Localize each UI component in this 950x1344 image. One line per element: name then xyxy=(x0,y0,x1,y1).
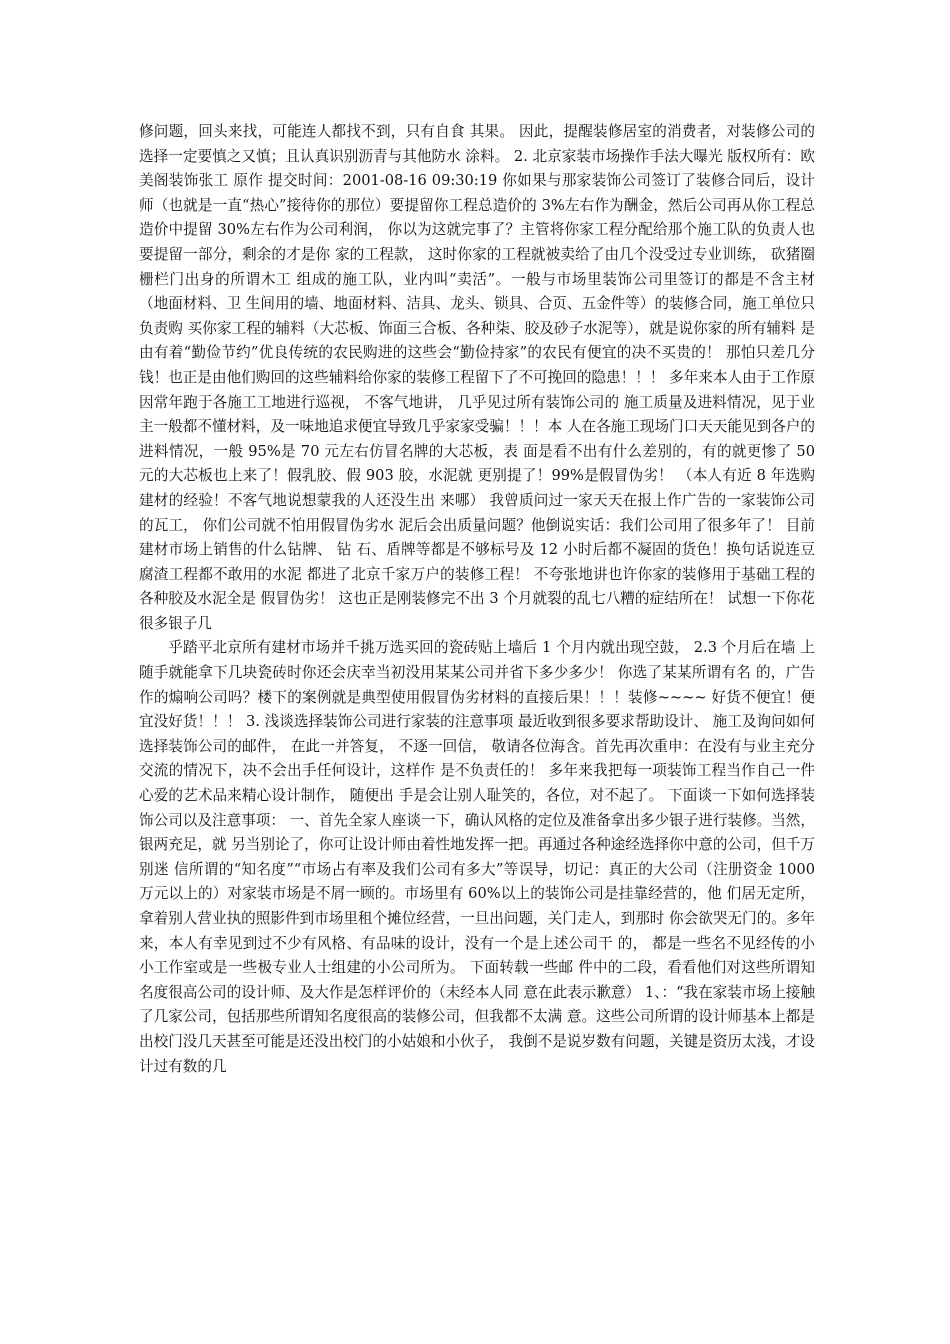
paragraph-1: 修问题，回头来找，可能连人都找不到，只有自食 其果。 因此，提醒装修居室的消费者，对装修公司的选择一定要慎之又慎；且认真识别沥青与其他防水 涂料。 2. 北京家装市场操作手法大曝光 版权所有：欧美阁装饰张工 原作 提交时间：2001-08-16 09:30:19 你如果与那家装饰公司签订了装修合同后，设计师（也就是一直“热心”接待你的那位）要提留你工程总造价的 3%左右作为酬金，然后公司再从你工程总造价中提留 30%左右作为公司利润， 你以为这就完事了？主管将你家工程分配给那个施工队的负责人也要提留一部分，剩余的才是你 家的工程款， 这时你家的工程就被卖给了由几个没受过专业训练， 砍猪圈栅栏门出身的所谓木工 组成的施工队，业内叫“卖活”。一般与市场里装饰公司里签订的都是不含主材（地面材料、卫 生间用的墙、地面材料、洁具、龙头、锁具、合页、五金件等）的装修合同，施工单位只负责购 买你家工程的辅料（大芯板、饰面三合板、各种柒、胶及砂子水泥等），就是说你家的所有辅料 是由有着“勤俭节约”优良传统的农民购进的这些会“勤俭持家”的农民有便宜的决不买贵的！ 那怕只差几分钱！也正是由他们购回的这些辅料给你家的装修工程留下了不可挽回的隐患！！！ 多年来本人由于工作原因常年跑于各施工工地进行巡视， 不客气地讲， 几乎见过所有装饰公司的 施工质量及进料情况，见于业主一般都不懂材料，及一味地追求便宜导致几乎家家受骗！！！本 人在各施工现场门口天天能见到各户的进料情况，一般 95%是 70 元左右仿冒名牌的大芯板，表 面是看不出有什么差别的，有的就更惨了 50 元的大芯板也上来了！假乳胶、假 903 胶，水泥就 更别提了！99%是假冒伪劣！ （本人有近 8 年选购建材的经验！不客气地说想蒙我的人还没生出 来哪） 我曾质问过一家天天在报上作广告的一家装饰公司的瓦工， 你们公司就不怕用假冒伪劣水 泥后会出质量问题？他倒说实话：我们公司用了很多年了！ 目前建材市场上销售的什么钻牌、 钻 石、盾牌等都是不够标号及 12 小时后都不凝固的货色！换句话说连豆腐渣工程都不敢用的水泥 都进了北京千家万户的装修工程！ 不夸张地讲也许你家的装修用于基础工程的各种胶及水泥全是 假冒伪劣！ 这也正是刚装修完不出 3 个月就裂的乱七八糟的症结所在！ 试想一下你花很多银子几 xyxy=(139,123,815,632)
paragraph-2: 乎踏平北京所有建材市场并千挑万选买回的瓷砖贴上墙后 1 个月内就出现空鼓， 2.3 个月后在墙 上随手就能拿下几块瓷砖时你还会庆幸当初没用某某公司并省下多少多少！ 你选了某某所谓有名 的，广告作的煽响公司吗？楼下的案例就是典型使用假冒伪劣材料的直接后果！！！装修~~~~ 好货不便宜！便宜没好货！！！ 3. 浅谈选择装饰公司进行家装的注意事项 最近收到很多要求帮助设计、 施工及询问如何选择装饰公司的邮件， 在此一并答复， 不逐一回信， 敬请各位海含。首先再次重申：在没有与业主充分交流的情况下，决不会出手任何设计，这样作 是不负责任的！ 多年来我把每一项装饰工程当作自己一件心爱的艺术品来精心设计制作， 随便出 手是会让别人耻笑的，各位，对不起了。 下面谈一下如何选择装饰公司以及注意事项： 一、首先全家人座谈一下，确认风格的定位及准备拿出多少银子进行装修。当然，银两充足，就 另当别论了，你可让设计师由着性地发挥一把。再通过各种途经选择你中意的公司，但千万别迷 信所谓的“知名度”“市场占有率及我们公司有多大”等误导，切记：真正的大公司（注册资金 1000 万元以上的）对家装市场是不屑一顾的。市场里有 60%以上的装饰公司是挂靠经营的，他 们居无定所，拿着别人营业执的照影件到市场里租个摊位经营，一旦出问题，关门走人，到那时 你会欲哭无门的。多年来，本人有幸见到过不少有风格、有品味的设计，没有一个是上述公司干 的， 都是一些名不见经传的小小工作室或是一些极专业人士组建的小公司所为。 下面转载一些邮 件中的二段，看看他们对这些所谓知名度很高公司的设计师、及大作是怎样评价的（未经本人同 意在此表示歉意） 1、：“我在家装市场上接触了几家公司，包括那些所谓知名度很高的装修公司，但我都不太满 意。这些公司所谓的设计师基本上都是出校门没几天甚至可能是还没出校门的小姑娘和小伙子， 我倒不是说岁数有问题，关键是资历太浅，才设计过有数的几 xyxy=(139,639,815,1075)
document-body xyxy=(139,120,815,1079)
